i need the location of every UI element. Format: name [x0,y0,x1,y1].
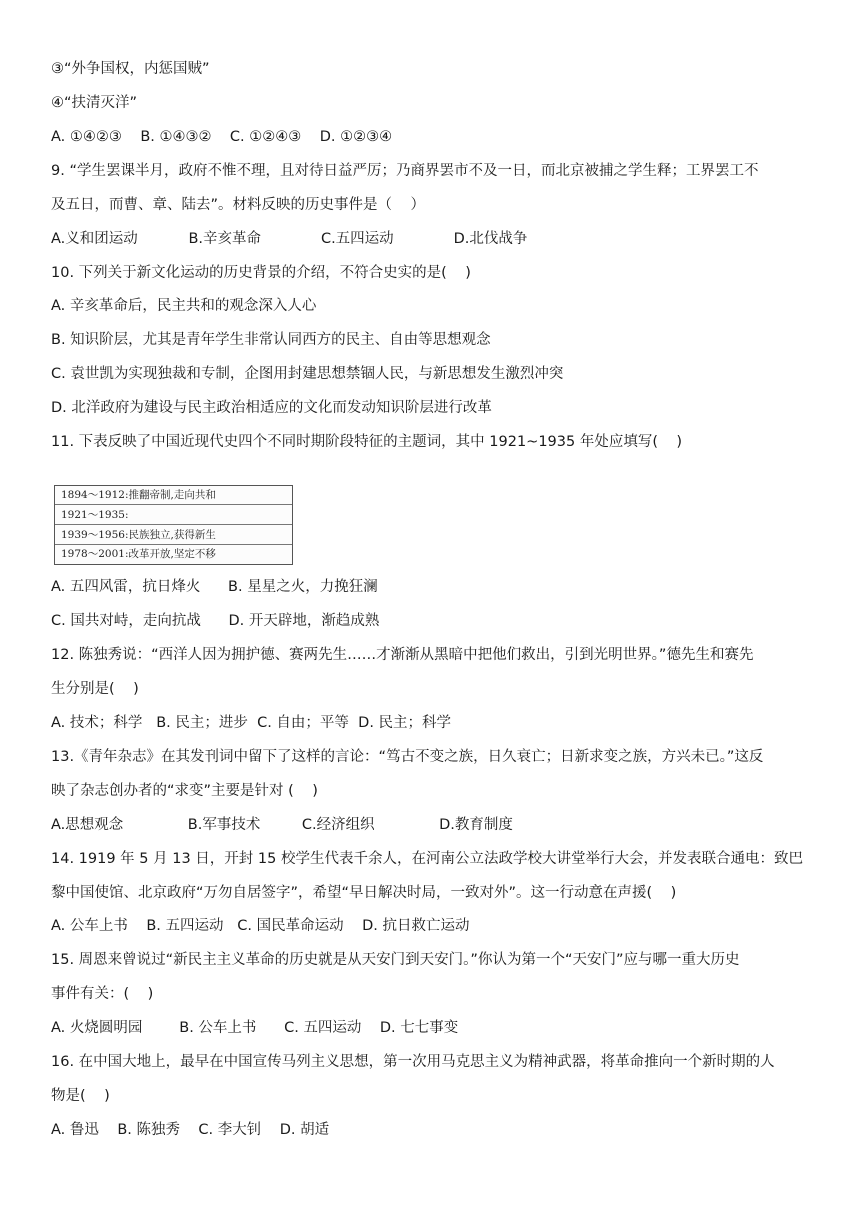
answer-choices: A. 技术；科学 B. 民主；进步 C. 自由；平等 D. 民主；科学 [51,715,452,731]
period-table [54,485,293,565]
question-16: 16. 在中国大地上，最早在中国宣传马列主义思想，第一次用马克思主义为精神武器，将革命推向一个新时期的人 [51,1054,775,1070]
answer-choice: A. 辛亥革命后，民主共和的观念深入人心 [51,298,317,314]
answer-choices: A. 鲁迅 B. 陈独秀 C. 李大钊 D. 胡适 [51,1122,330,1138]
answer-choices: A. 公车上书 B. 五四运动 C. 国民革命运动 D. 抗日救亡运动 [51,918,470,934]
question-14-cont: 黎中国使馆、北京政府“万勿自居签字”，希望“早日解决时局，一致对外”。这一行动意在声援( ) [51,885,677,901]
question-9-cont: 及五日，而曹、章、陆去”。材料反映的历史事件是（ ） [51,197,425,213]
answer-choices: A. ①④②③ B. ①④③② C. ①②④③ D. ①②③④ [51,129,393,145]
option-line: ④“扶清灭洋” [51,95,138,111]
question-13-cont: 映了杂志创办者的“求变”主要是针对 ( ) [51,783,318,799]
answer-choices: C. 国共对峙，走向抗战 D. 开天辟地，渐趋成熟 [51,613,380,629]
question-11: 11. 下表反映了中国近现代史四个不同时期阶段特征的主题词，其中 1921~1935 年处应填写( ) [51,434,683,450]
question-15: 15. 周恩来曾说过“新民主主义革命的历史就是从天安门到天安门。”你认为第一个“天安门”应与哪一重大历史 [51,952,740,968]
answer-choice: B. 知识阶层，尤其是青年学生非常认同西方的民主、自由等思想观念 [51,332,491,348]
answer-choices: A. 火烧圆明园 B. 公车上书 C. 五四运动 D. 七七事变 [51,1020,459,1036]
question-12-cont: 生分别是( ) [51,681,139,697]
question-15-cont: 事件有关：( ) [51,986,154,1002]
answer-choices: A.思想观念 B.军事技术 C.经济组织 D.教育制度 [51,817,513,833]
question-16-cont: 物是( ) [51,1088,110,1104]
option-line: ③“外争国权，内惩国贼” [51,61,210,77]
question-10: 10. 下列关于新文化运动的历史背景的介绍，不符合史实的是( ) [51,265,471,281]
answer-choice: D. 北洋政府为建设与民主政治相适应的文化而发动知识阶层进行改革 [51,400,492,416]
table-row: 1939～1956:民族独立,获得新生 [55,526,292,545]
table-row: 1921～1935: [55,506,292,525]
table-row: 1894～1912:推翻帝制,走向共和 [55,486,292,505]
answer-choices: A. 五四风雷，抗日烽火 B. 星星之火，力挽狂澜 [51,579,378,595]
answer-choices: A.义和团运动 B.辛亥革命 C.五四运动 D.北伐战争 [51,231,528,247]
question-13: 13.《青年杂志》在其发刊词中留下了这样的言论：“笃古不变之族，日久衰亡；日新求变之族，方兴未已。”这反 [51,749,764,765]
question-9: 9. “学生罢课半月，政府不惟不理，且对待日益严厉；乃商界罢市不及一日，而北京被捕之学生释；工界罢工不 [51,163,759,179]
question-14: 14. 1919 年 5 月 13 日，开封 15 校学生代表千余人，在河南公立法政学校大讲堂举行大会，并发表联合通电：致巴 [51,851,803,867]
table-row: 1978～2001:改革开放,坚定不移 [61,548,216,560]
answer-choice: C. 袁世凯为实现独裁和专制，企图用封建思想禁锢人民，与新思想发生激烈冲突 [51,366,564,382]
question-12: 12. 陈独秀说：“西洋人因为拥护德、赛两先生……才渐渐从黑暗中把他们救出，引到光明世界。”德先生和赛先 [51,647,754,663]
